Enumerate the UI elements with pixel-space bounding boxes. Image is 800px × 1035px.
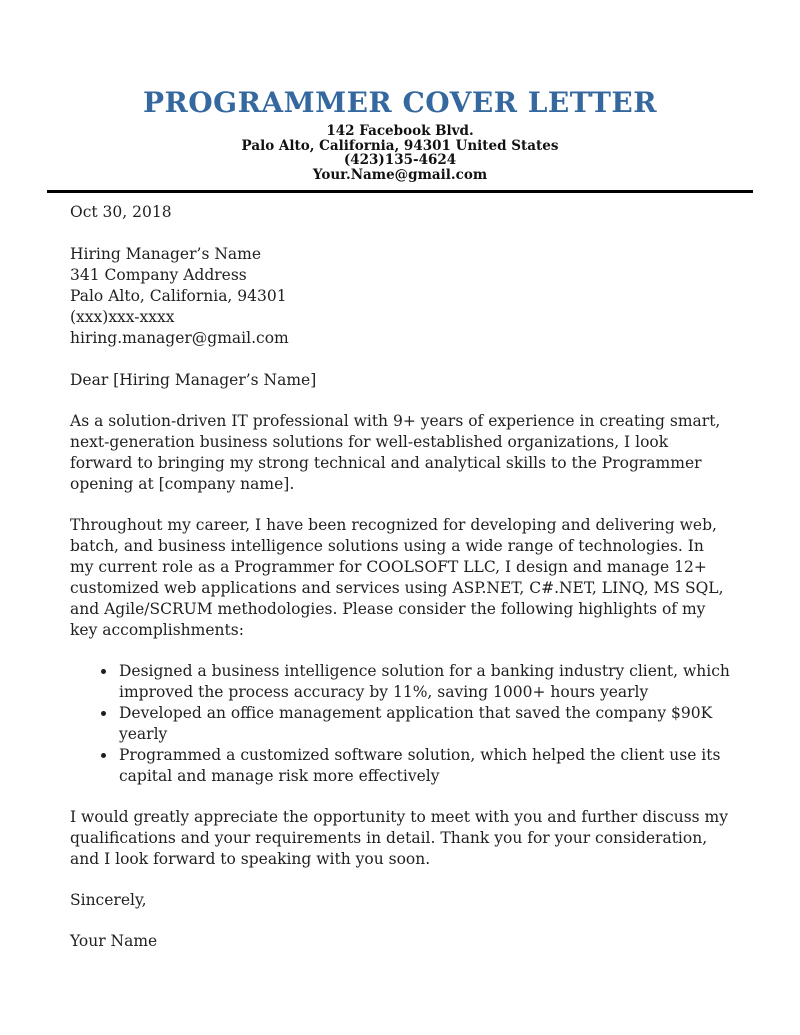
recipient-name: Hiring Manager’s Name bbox=[70, 245, 261, 264]
recipient-phone: (xxx)xxx-xxxx bbox=[70, 308, 175, 327]
sender-email: Your.Name@gmail.com bbox=[312, 166, 488, 183]
header-divider bbox=[47, 190, 753, 193]
signature-name: Your Name bbox=[70, 932, 158, 951]
signature-block bbox=[70, 890, 730, 952]
recipient-city-state-zip: Palo Alto, California, 94301 bbox=[70, 287, 287, 306]
accomplishment-item: • Programmed a customized software solution, which helped the client use its capital and manage risk more effectively bbox=[117, 745, 730, 787]
letter-header bbox=[70, 88, 730, 182]
salutation: Dear [Hiring Manager’s Name] bbox=[70, 371, 317, 390]
recipient-block bbox=[70, 244, 730, 349]
sender-city-state-zip: Palo Alto, California, 94301 United States bbox=[241, 137, 559, 154]
intro-paragraph: As a solution-driven IT professional with 9+ years of experience in creating smart, next-generation business solutions for well-established organizations, I look forward to bringing my strong technical and analytical skills to the Programmer opening at [company name]. bbox=[70, 412, 721, 494]
recipient-address: 341 Company Address bbox=[70, 266, 247, 285]
recipient-email: hiring.manager@gmail.com bbox=[70, 329, 289, 348]
page-title: PROGRAMMER COVER LETTER bbox=[142, 86, 658, 119]
letter-body bbox=[70, 202, 730, 952]
sender-contact-block bbox=[70, 124, 730, 182]
sender-street: 142 Facebook Blvd. bbox=[326, 123, 474, 139]
letter-date: Oct 30, 2018 bbox=[70, 203, 172, 222]
experience-paragraph: Throughout my career, I have been recognized for developing and delivering web, batch, and business intelligence solutions using a wide range of technologies. In my current role as a Programmer for COOLSOFT LLC, I design and manage 12+ customized web applications and services using ASP.NET, C#.NET, LINQ, MS SQL, and Agile/SCRUM methodologies. Please consider the following highlights of my key accomplishments: bbox=[70, 516, 724, 640]
sender-phone: (423)135-4624 bbox=[343, 152, 457, 169]
accomplishment-item: • Developed an office management application that saved the company $90K yearly bbox=[117, 703, 730, 745]
signoff: Sincerely, bbox=[70, 891, 147, 910]
closing-paragraph: I would greatly appreciate the opportunity to meet with you and further discuss my qualifications and your requirements in detail. Thank you for your consideration, and I look forward to speaking with you soon. bbox=[70, 808, 728, 869]
accomplishment-item: • Designed a business intelligence solution for a banking industry client, which improved the process accuracy by 11%, saving 1000+ hours yearly bbox=[117, 661, 730, 703]
accomplishments-list bbox=[70, 661, 730, 787]
